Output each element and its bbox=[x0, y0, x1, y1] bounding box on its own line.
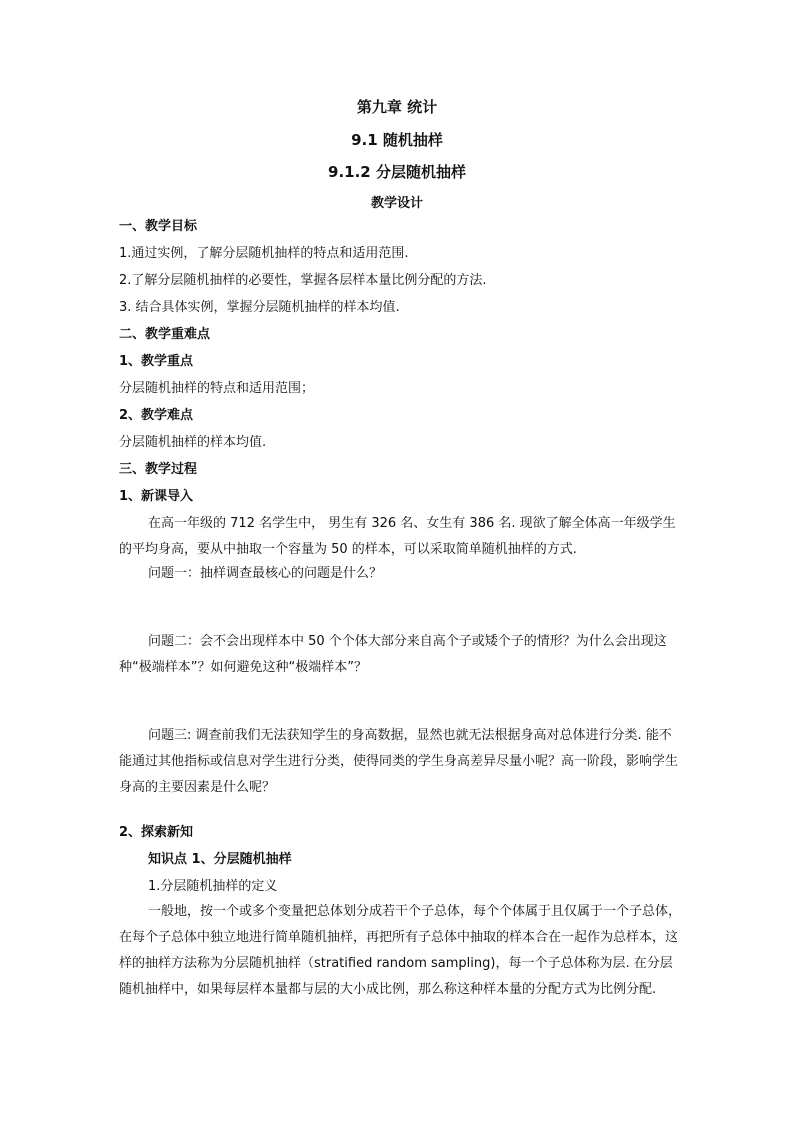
key-points-heading: 二、教学重难点 bbox=[119, 327, 211, 342]
focus-text: 分层随机抽样的特点和适用范围； bbox=[119, 381, 315, 396]
intro-paragraph: 在高一年级的 712 名学生中， 男生有 326 名、女生有 386 名. 现欲了解全体高一年级学生的平均身高，要从中抽取一个容量为 50 的样本，可以采取简单随机抽样的方式. bbox=[119, 516, 676, 557]
definition-heading: 1.分层随机抽样的定义 bbox=[148, 879, 278, 894]
definition-paragraph: 一般地，按一个或多个变量把总体划分成若干个子总体，每个个体属于且仅属于一个子总体，在每个子总体中独立地进行简单随机抽样，再把所有子总体中抽取的样本合在一起作为总样本，这样的抽样方法称为分层随机抽样（stratified random sampling)，每一个子总体称为层. 在分层随机抽样中，如果每层样本量都与层的大小成比例，那么称这种样本量的分配方式为比例分配. bbox=[119, 904, 682, 997]
document-type-title: 教学设计 bbox=[370, 196, 423, 211]
focus-heading: 1、教学重点 bbox=[119, 354, 194, 369]
explore-heading: 2、探索新知 bbox=[119, 825, 194, 840]
question-one: 问题一：抽样调查最核心的问题是什么？ bbox=[148, 566, 383, 581]
knowledge-point-1-heading: 知识点 1、分层随机抽样 bbox=[148, 852, 292, 867]
difficulty-heading: 2、教学难点 bbox=[119, 408, 194, 423]
process-heading: 三、教学过程 bbox=[119, 462, 198, 477]
question-two: 问题二：会不会出现样本中 50 个个体大部分来自高个子或矮个子的情形？为什么会出现这种“极端样本”？如何避免这种“极端样本”？ bbox=[119, 634, 667, 675]
goals-heading: 一、教学目标 bbox=[119, 219, 198, 234]
question-three: 问题三: 调查前我们无法获知学生的身高数据，显然也就无法根据身高对总体进行分类. 能不能通过其他指标或信息对学生进行分类，使得同类的学生身高差异尽量小呢？高一阶段，影响学生身高的主要因素是什么呢？ bbox=[119, 728, 679, 795]
chapter-title: 第九章 统计 bbox=[356, 98, 438, 116]
goal-item-1: 1.通过实例，了解分层随机抽样的特点和适用范围. bbox=[119, 246, 409, 261]
subsection-title: 9.1.2 分层随机抽样 bbox=[328, 163, 466, 181]
goal-item-3: 3. 结合具体实例，掌握分层随机抽样的样本均值. bbox=[119, 300, 400, 315]
intro-heading: 1、新课导入 bbox=[119, 489, 194, 504]
difficulty-text: 分层随机抽样的样本均值. bbox=[119, 435, 267, 450]
section-title: 9.1 随机抽样 bbox=[351, 131, 443, 149]
goal-item-2: 2.了解分层随机抽样的必要性，掌握各层样本量比例分配的方法. bbox=[119, 273, 487, 288]
